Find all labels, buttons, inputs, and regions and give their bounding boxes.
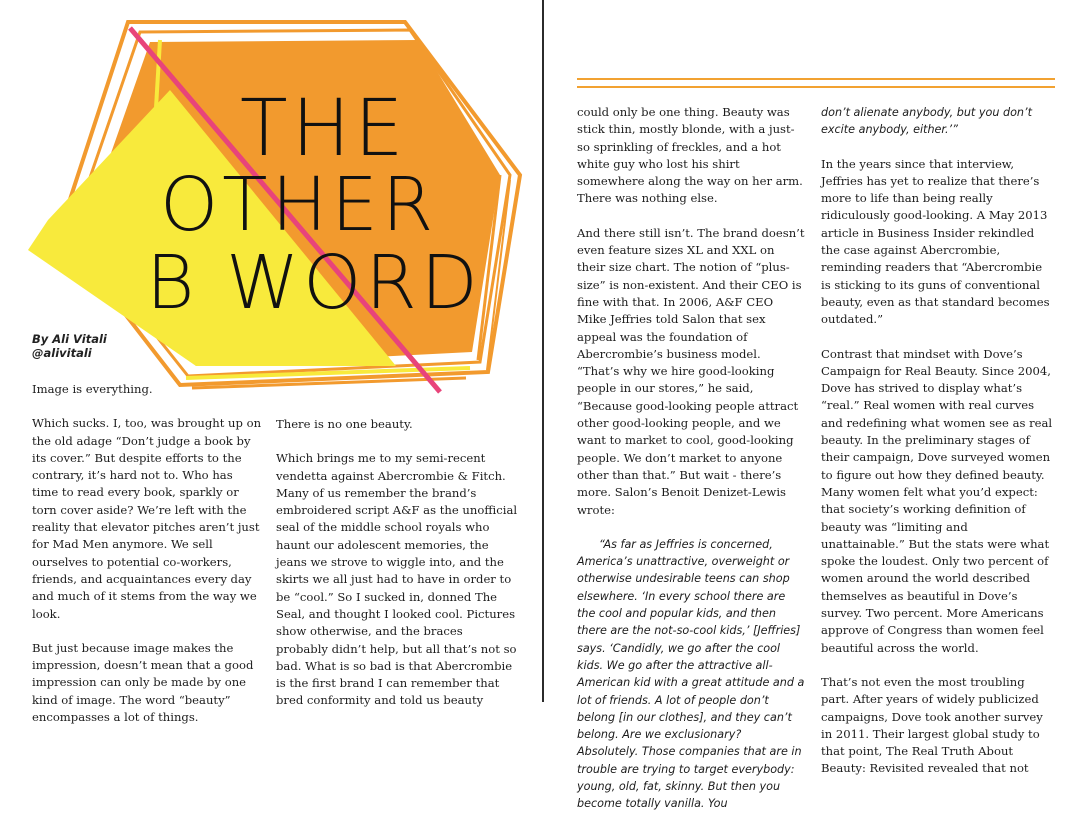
paragraph: There is no one beauty. xyxy=(276,417,413,431)
title-line-3: B WORD xyxy=(146,240,482,326)
author-handle: @alivitali xyxy=(32,346,92,360)
quote-continuation: don’t alienate anybody, but you don’t excite anybody, either.’” xyxy=(821,106,1032,137)
author-name: By Ali Vitali xyxy=(32,332,107,346)
right-column-2 xyxy=(821,104,1053,795)
orange-rule-bottom xyxy=(577,86,1055,88)
left-column-1 xyxy=(32,381,262,743)
left-column-2 xyxy=(276,416,518,727)
block-quote: “As far as Jeffries is concerned, America’s unattractive, overweight or otherwise undesirable teens can shop elsewhere. ‘In every school there are the cool and popular kids, and then there are the not-so-cool kids,’ [Jeffries] says. ‘Candidly, we go after the cool kids. We go after the attractive all-American kid with a great attitude and a lot of friends. A lot of people don’t belong [in our clothes], and they can’t belong. Are we exclusionary? Absolutely. Those companies that are in trouble are trying to target everybody: young, old, fat, skinny. But then you become totally vanilla. You xyxy=(577,537,805,811)
paragraph: Image is everything. xyxy=(32,382,153,396)
byline xyxy=(32,332,107,360)
right-column-1 xyxy=(577,104,805,830)
paragraph: Which brings me to my semi-recent vendetta against Abercrombie & Fitch. Many of us remember the brand’s embroidered script A&F as the unofficial seal of the middle school royals who haunt our adolescent memories, the jeans we strove to wiggle into, and the skirts we all just had to have in order to be “cool.” So I sucked in, donned The Seal, and thought I looked cool. Pictures show otherwise, and the braces probably didn’t help, but all that’s not so bad. What is so bad is that Abercrombie is the first brand I can remember that bred conformity and told us beauty xyxy=(276,451,518,708)
title-line-1: THE xyxy=(240,84,408,174)
paragraph: And there still isn’t. The brand doesn’t even feature sizes XL and XXL on their size chart. The notion of “plus-size” is non-existent. And their CEO is fine with that. In 2006, A&F CEO Mike Jeffries told Salon that sex appeal was the foundation of Abercrombie’s business model. “That’s why we hire good-looking people in our stores,” he said, “Because good-looking people attract other good-looking people, and we want to market to cool, good-looking people. We don’t market to anyone other than that.” But wait - there’s more. Salon’s Benoit Denizet-Lewis wrote: xyxy=(577,225,805,517)
page-gutter xyxy=(542,0,544,702)
paragraph: Which sucks. I, too, was brought up on the old adage “Don’t judge a book by its cover.” But despite efforts to the contrary, it’s hard not to. Who has time to read every book, sparkly or torn cover aside? We’re left with the reality that elevator pitches aren’t just for Mad Men anymore. We sell ourselves to potential co-workers, friends, and acquaintances every day and much of it stems from the way we look. xyxy=(32,416,262,621)
title-line-2: OTHER xyxy=(160,162,438,248)
paragraph: But just because image makes the impression, doesn’t mean that a good impression can only be made by one kind of image. The word “beauty” encompasses a lot of things. xyxy=(32,640,254,725)
paragraph: In the years since that interview, Jeffries has yet to realize that there’s more to life than being really ridiculously good-looking. A May 2013 article in Business Insider rekindled the case against Abercrombie, reminding readers that “Abercrombie is sticking to its guns of conventional beauty, even as that standard becomes outdated.” xyxy=(821,156,1050,327)
paragraph: Contrast that mindset with Dove’s Campaign for Real Beauty. Since 2004, Dove has strived to display what’s “real.” Real women with real curves and redefining what women see as real beauty. In the preliminary stages of their campaign, Dove surveyed women to figure out how they defined beauty. Many women felt what you’d expect: that society’s working definition of beauty was “limiting and unattainable.” But the stats were what spoke the loudest. Only two percent of women around the world described themselves as beautiful in Dove’s survey. Two percent. More Americans approve of Congress than women feel beautiful across the world. xyxy=(821,346,1053,655)
orange-rule-top xyxy=(577,78,1055,80)
paragraph: could only be one thing. Beauty was stick thin, mostly blonde, with a just-so sprinkling of freckles, and a hot white guy who lost his shirt somewhere along the way on her arm. There was nothing else. xyxy=(577,105,803,206)
paragraph: That’s not even the most troubling part. After years of widely publicized campaigns, Dove took another survey in 2011. Their largest global study to that point, The Real Truth About Beauty: Revisited revealed that not xyxy=(821,674,1043,776)
